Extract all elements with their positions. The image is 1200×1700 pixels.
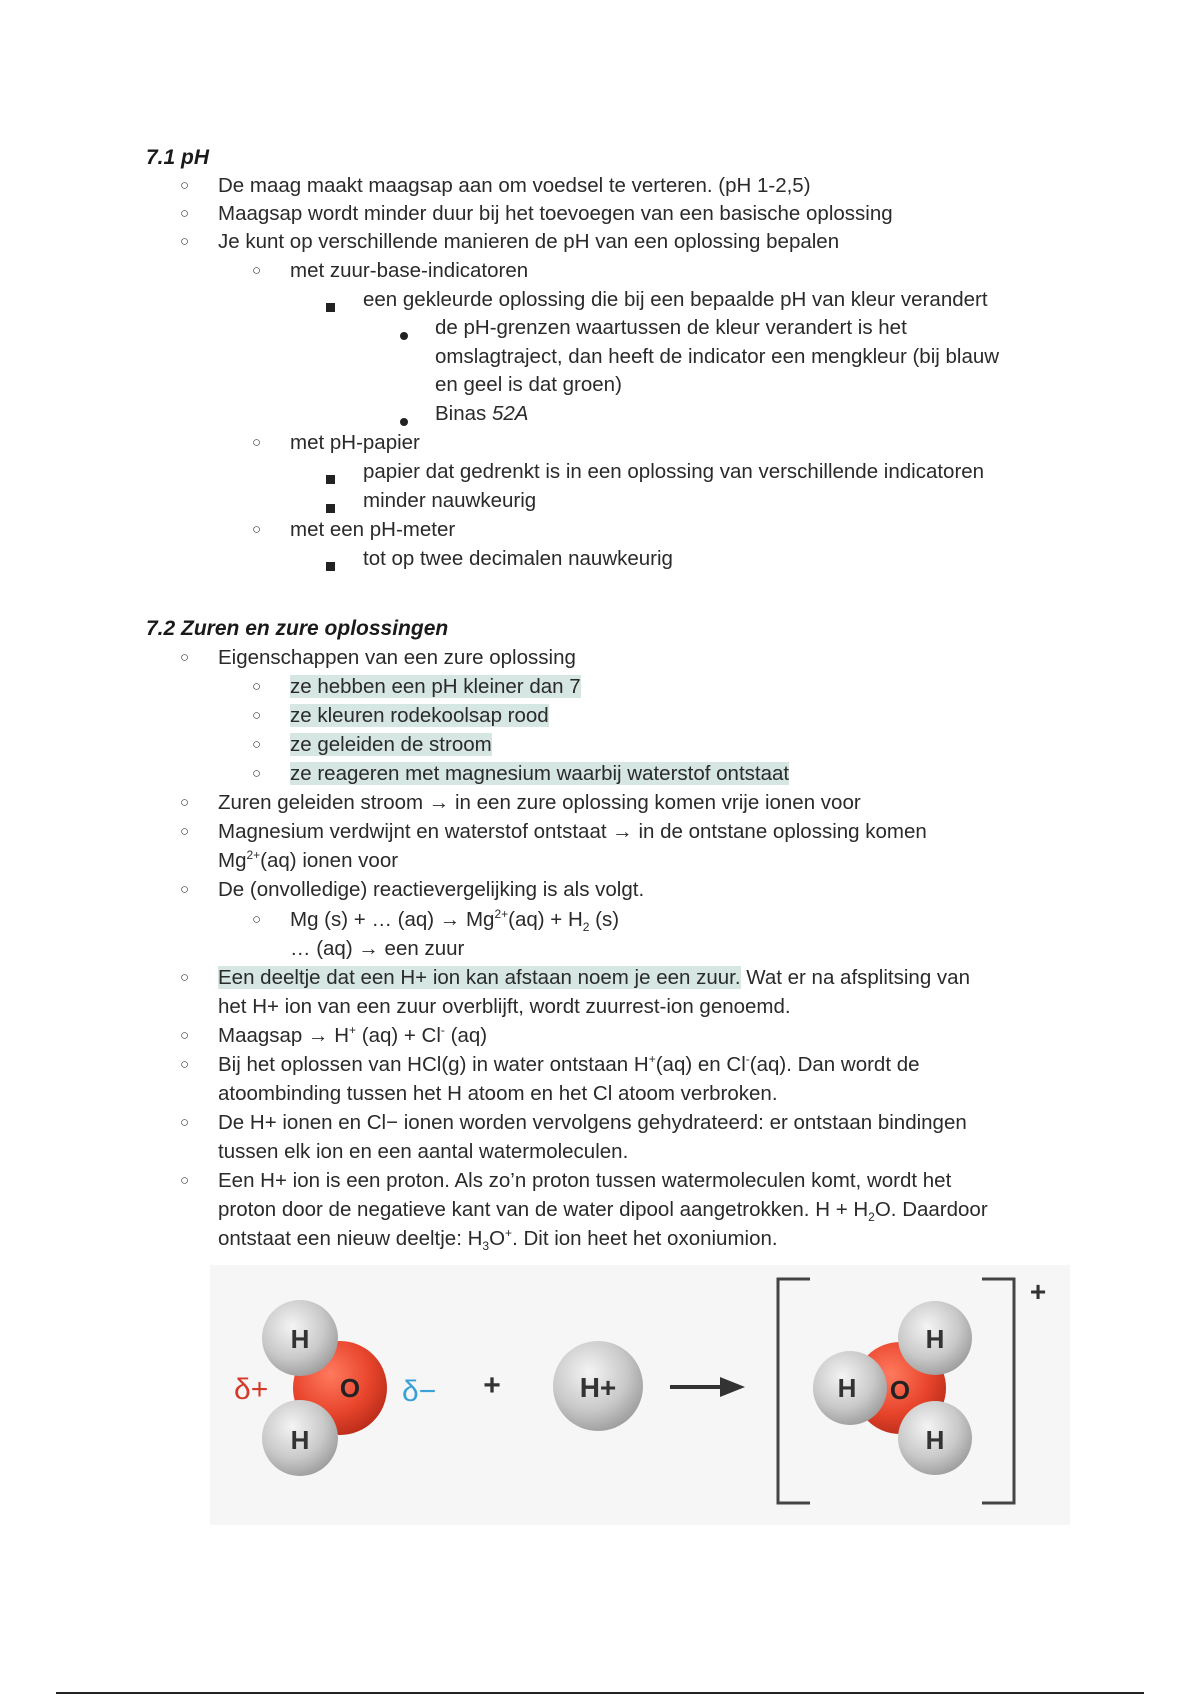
bullet-square <box>326 475 335 484</box>
bullet-hollow: ○ <box>252 911 262 928</box>
list-item: Eigenschappen van een zure oplossing <box>218 646 576 669</box>
bullet-hollow: ○ <box>180 177 190 194</box>
bullet-dot <box>400 332 408 340</box>
reaction-equation: Mg (s) + … $(aq) \to Mg^{2+}(aq) + H_2$ (s) <box>290 907 620 935</box>
list-item: De maag maakt maagsap aan om voedsel te verteren. (pH 1-2,5) <box>218 174 811 197</box>
list-item-continued: het H+ ion van een zuur overblijft, wordt zuurrest-ion genoemd. <box>218 995 791 1018</box>
list-item: de pH-grenzen waartussen de kleur verandert is het <box>435 316 907 339</box>
bullet-hollow: ○ <box>180 823 190 840</box>
plus-sign: + <box>483 1369 501 1402</box>
list-item-continued: proton door de negatieve kant van de water dipool aangetrokken. $H + H_2O$. Daardoor <box>218 1198 988 1225</box>
list-item: met een pH-meter <box>290 518 456 541</box>
list-item: met pH-papier <box>290 431 420 454</box>
list-item-continued: atoombinding tussen het H atoom en het Cl atoom verbroken. <box>218 1082 778 1105</box>
list-item-continued: tussen elk ion en een aantal watermoleculen. <box>218 1140 629 1163</box>
bullet-hollow: ○ <box>180 649 190 666</box>
list-item: minder nauwkeurig <box>363 489 537 512</box>
charge-label: + <box>1029 1276 1047 1307</box>
list-item-continued: ontstaat een nieuw deeltje: $H_3O^+$. Dit ion heet het oxoniumion. <box>218 1226 778 1254</box>
delta-plus-label: δ+ <box>234 1373 269 1406</box>
list-item: Maagsap → H+ (aq) + Cl- (aq) <box>218 1023 488 1047</box>
delta-minus-label: δ− <box>402 1375 437 1408</box>
list-item: Zuren geleiden stroom → in een zure oplossing komen vrije ionen voor <box>218 791 861 814</box>
bullet-square <box>326 504 335 513</box>
list-item: De H+ ionen en Cl− ionen worden vervolgens gehydrateerd: er ontstaan bindingen <box>218 1111 967 1134</box>
bullet-hollow: ○ <box>252 736 262 753</box>
list-item-highlighted: ze reageren met magnesium waarbij waterstof ontstaat <box>290 762 790 785</box>
oxygen-label: O <box>339 1373 361 1403</box>
bullet-hollow: ○ <box>180 969 190 986</box>
list-item-continued: omslagtraject, dan heeft de indicator een mengkleur (bij blauw <box>435 345 1000 368</box>
list-item: met zuur-base-indicatoren <box>290 259 529 282</box>
bullet-hollow: ○ <box>180 881 190 898</box>
list-item-highlighted: ze kleuren rodekoolsap rood <box>290 704 549 727</box>
section-title-7-1: 7.1 pH <box>146 146 210 169</box>
list-item-highlighted: ze hebben een pH kleiner dan 7 <box>290 675 581 698</box>
bullet-hollow: ○ <box>180 1114 190 1131</box>
bullet-hollow: ○ <box>180 205 190 222</box>
bullet-square <box>326 303 335 312</box>
bullet-hollow: ○ <box>252 434 262 451</box>
bullet-square <box>326 562 335 571</box>
bullet-dot <box>400 418 408 426</box>
list-item: Je kunt op verschillende manieren de pH van een oplossing bepalen <box>218 230 840 253</box>
bullet-hollow: ○ <box>252 707 262 724</box>
list-item: Binas 52A <box>435 402 529 425</box>
hydrogen-label: H <box>290 1425 310 1455</box>
list-item-continued: en geel is dat groen) <box>435 373 622 396</box>
list-item: een gekleurde oplossing die bij een bepaalde pH van kleur verandert <box>363 288 988 311</box>
list-item: Magnesium verdwijnt en waterstof ontstaat → in de ontstane oplossing komen <box>218 820 927 843</box>
hydrogen-label: H <box>837 1373 857 1403</box>
bullet-hollow: ○ <box>180 794 190 811</box>
list-item-highlighted: ze geleiden de stroom <box>290 733 492 756</box>
list-item: De (onvolledige) reactievergelijking is als volgt. <box>218 878 645 901</box>
bullet-hollow: ○ <box>252 521 262 538</box>
hydrogen-label: H <box>290 1324 310 1354</box>
proton-label: H+ <box>579 1372 617 1403</box>
list-item: Bij het oplossen van HCl(g) in water ontstaan H+(aq) en Cl-(aq). Dan wordt de <box>218 1052 920 1076</box>
list-item: Maagsap wordt minder duur bij het toevoegen van een basische oplossing <box>218 202 893 225</box>
hydrogen-label: H <box>925 1324 945 1354</box>
list-item-continued: $Mg^{2+}(aq)$ ionen voor <box>218 848 399 872</box>
list-item: papier dat gedrenkt is in een oplossing van verschillende indicatoren <box>363 460 985 483</box>
bullet-hollow: ○ <box>252 678 262 695</box>
bullet-hollow: ○ <box>252 765 262 782</box>
hydrogen-label: H <box>925 1425 945 1455</box>
list-item: Een H+ ion is een proton. Als zo’n proton tussen watermoleculen komt, wordt het <box>218 1169 952 1192</box>
bullet-hollow: ○ <box>180 1056 190 1073</box>
list-item: tot op twee decimalen nauwkeurig <box>363 547 673 570</box>
oxonium-formation-diagram <box>210 1265 1070 1525</box>
bullet-hollow: ○ <box>180 233 190 250</box>
bullet-hollow: ○ <box>180 1027 190 1044</box>
bullet-hollow: ○ <box>180 1172 190 1189</box>
oxygen-label: O <box>889 1375 911 1405</box>
proton <box>553 1341 643 1431</box>
reaction-equation: … (aq) → een zuur <box>290 937 465 960</box>
bullet-hollow: ○ <box>252 262 262 279</box>
section-title-7-2: 7.2 Zuren en zure oplossingen <box>146 617 449 640</box>
list-item: Een deeltje dat een H+ ion kan afstaan noem je een zuur. Wat er na afsplitsing van <box>218 966 970 989</box>
footer-divider <box>56 1692 1144 1694</box>
